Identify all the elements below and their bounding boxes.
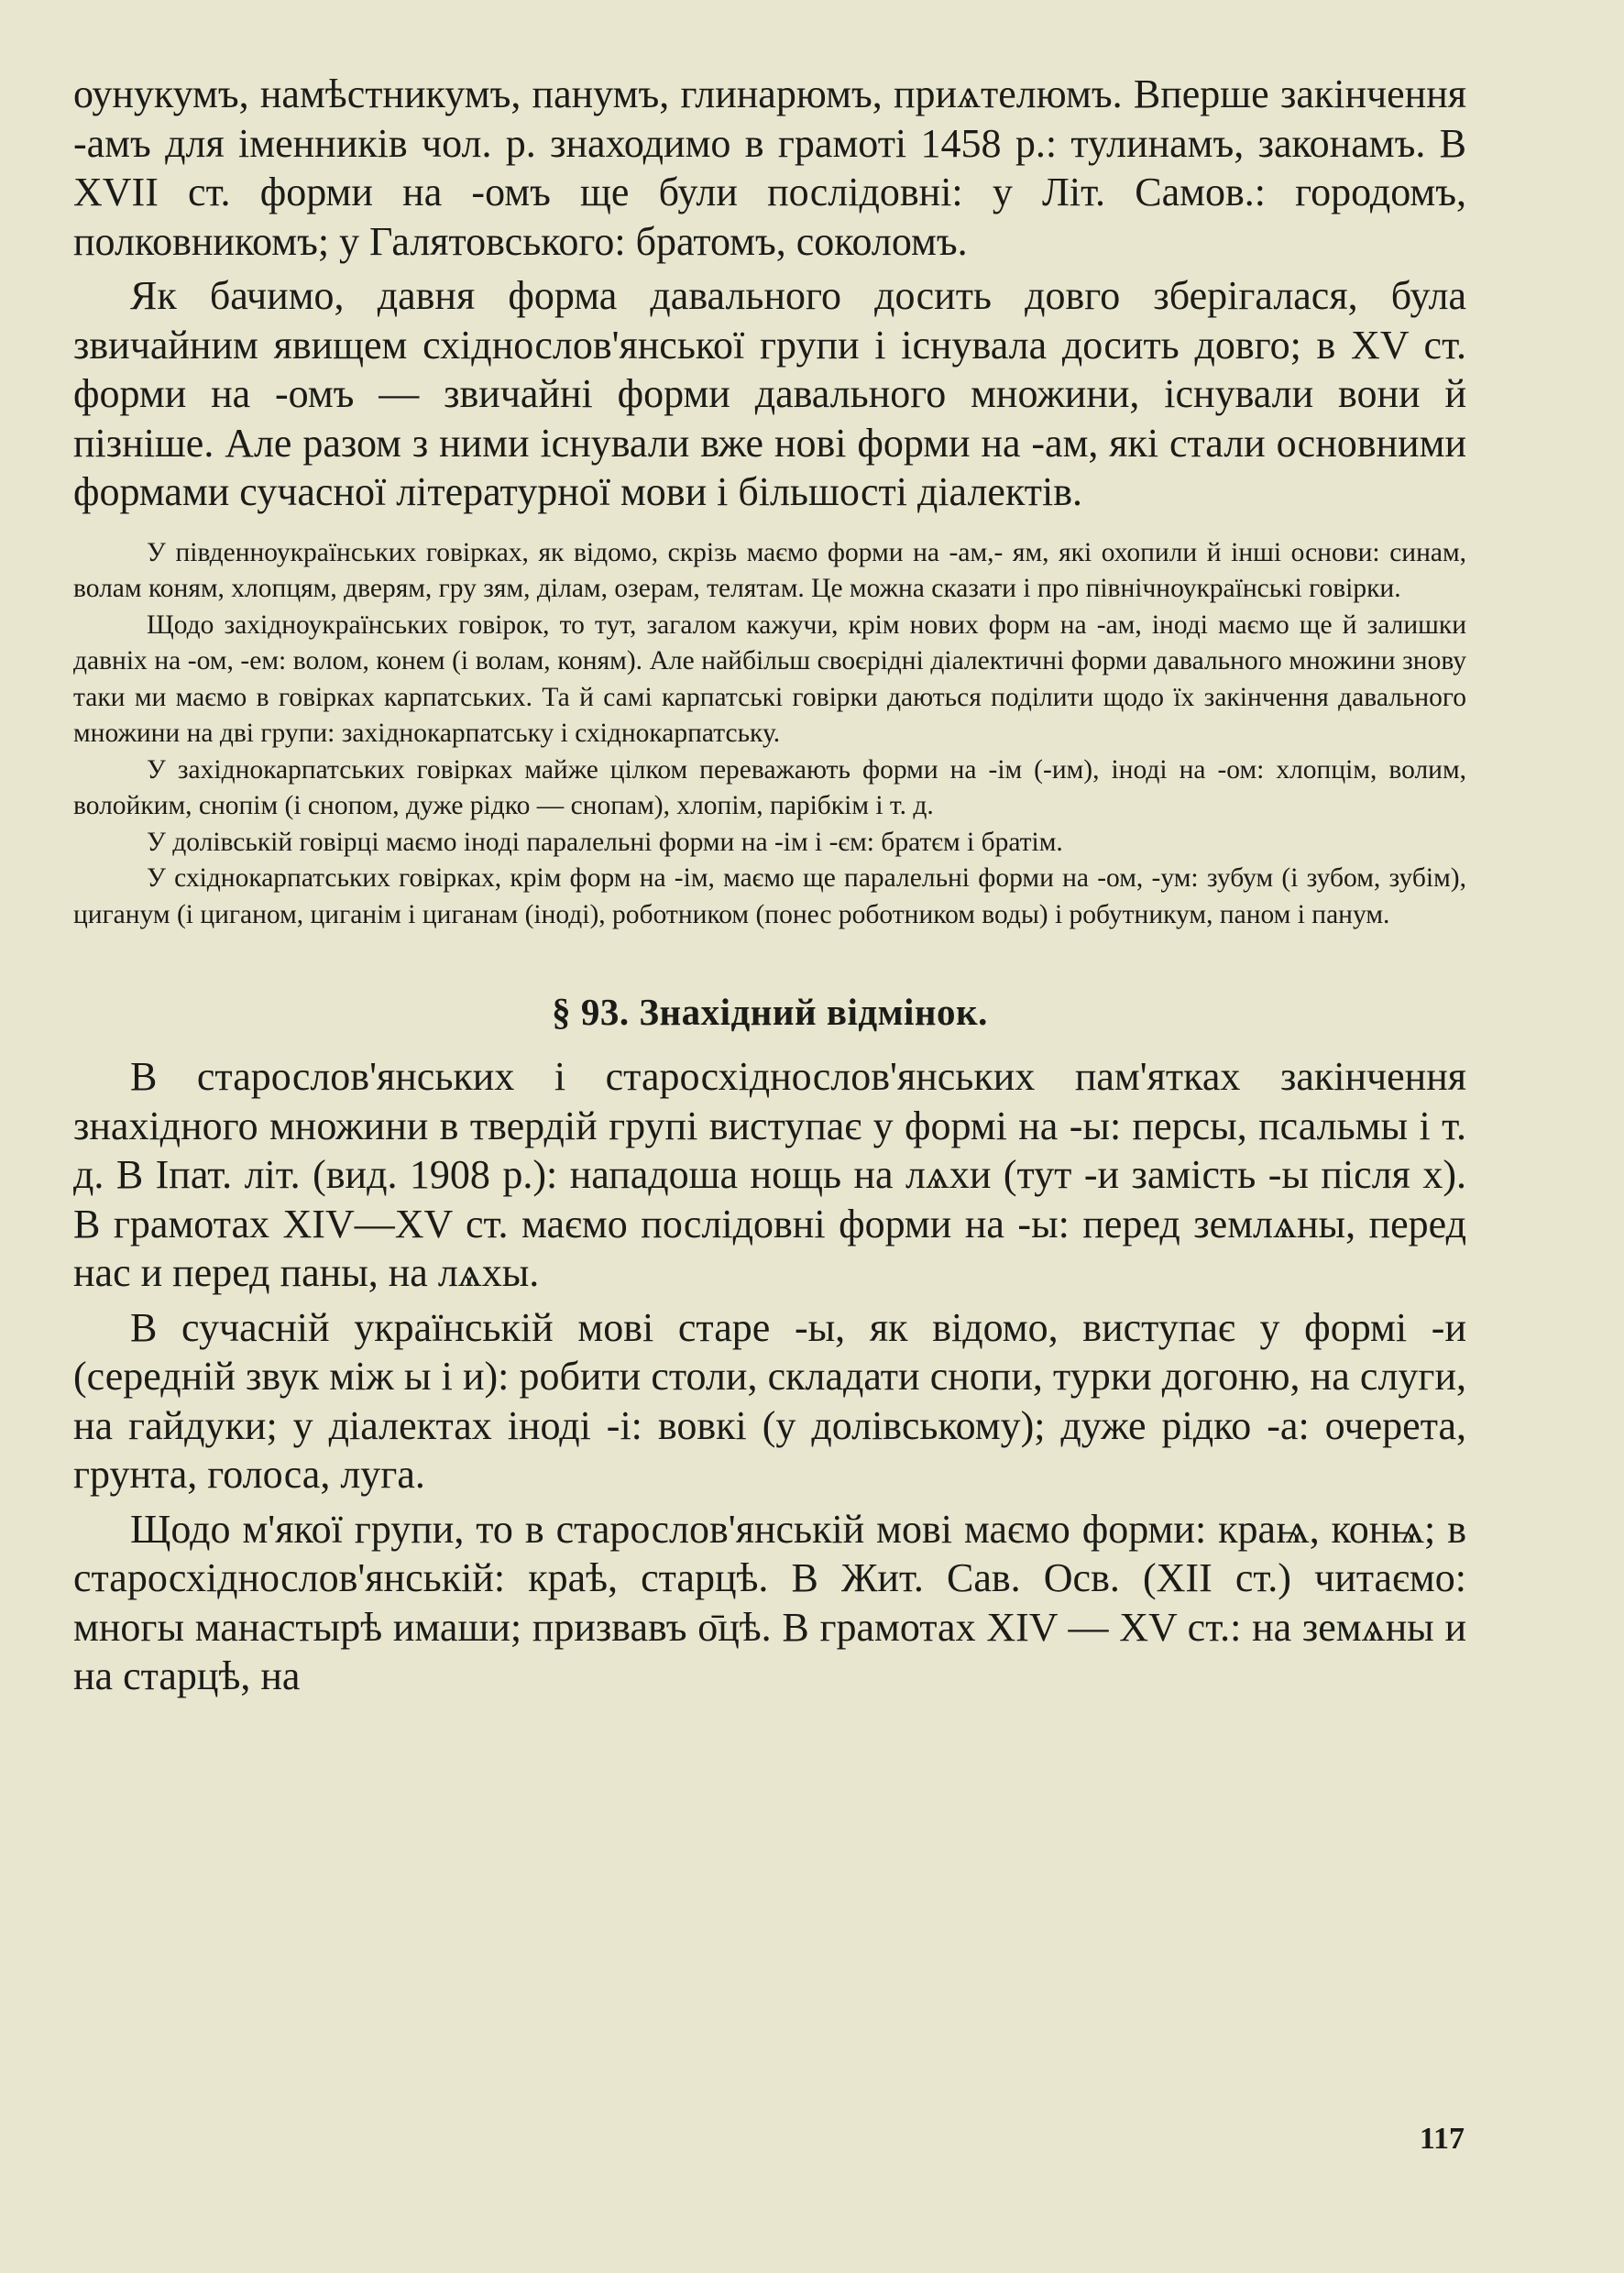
small-print-notes — [73, 535, 1466, 934]
note-paragraph: Щодо західноукраїнських говірок, то тут, загалом кажучи, крім нових форм на -ам, іноді маємо ще й залишки давніх на -ом, -ем: волом, конем (і волам, коням). Але найбільш своєрідні діалектичні форми давального множини знову таки ми маємо в говірках карпатських. Та й самі карпатські говірки даються поділити щодо їх закінчення давального множини на дві групи: західнокарпатську і східнокарпатську. — [73, 609, 1466, 748]
note-paragraph: У долівській говірці маємо іноді паралельні форми на -ім і -єм: братєм і братім. — [147, 827, 1063, 857]
body-text-bottom — [73, 1052, 1466, 1701]
note-paragraph: У східнокарпатських говірках, крім форм на -ім, маємо ще паралельні форми на -ом, -ум: зубум (і зубом, зубім), циганум (і циганом, циганім і циганам (іноді), роботником (понес роботником воды) і робутникум, паном і панум. — [73, 863, 1466, 929]
body-text-top — [73, 70, 1466, 517]
page-number: 117 — [1419, 2122, 1465, 2156]
paragraph: оунукумъ, намѣстникумъ, панумъ, глинарюмъ, приѧтелюмъ. Вперше закінчення -амъ для іменників чол. р. знаходимо в грамоті 1458 р.: тулинамъ, законамъ. В XVII ст. форми на -омъ ще були послідовні: у Літ. Самов.: городомъ, полковникомъ; у Галятовського: братомъ, соколомъ. — [73, 71, 1466, 264]
paragraph: Як бачимо, давня форма давального досить довго зберігалася, була звичайним явищем східнослов'янської групи і існувала досить довго; в XV ст. форми на -омъ — звичайні форми давального множини, існували вони й пізніше. Але разом з ними існували вже нові форми на -ам, які стали основними формами сучасної літературної мови і більшості діалектів. — [73, 273, 1466, 514]
paragraph: В сучасній українській мові старе -ы, як відомо, виступає у формі -и (середній звук між ы і и): робити столи, складати снопи, турки догоню, на слуги, на гайдуки; у діалектах іноді -і: вовкі (у долівському); дуже рідко -а: очерета, грунта, голоса, луга. — [73, 1304, 1466, 1497]
section-heading: § 93. Знахідний відмінок. — [552, 991, 988, 1033]
paragraph: В старослов'янських і старосхіднослов'янських пам'ятках закінчення знахідного множини в твердій групі виступає у формі на -ы: персы, псальмы і т. д. В Іпат. літ. (вид. 1908 р.): нападоша нощь на лѧхи (тут -и замість -ы після х). В грамотах XIV—XV ст. маємо послідовні форми на -ы: перед землѧны, перед нас и перед паны, на лѧхы. — [73, 1054, 1466, 1295]
paragraph: Щодо м'якої групи, то в старослов'янській мові маємо форми: краѩ, конѩ; в старосхіднослов'янській: краѣ, старцѣ. В Жит. Сав. Осв. (XII ст.) читаємо: многы манастырѣ имаши; призвавъ о̄цѣ. В грамотах XIV — XV ст.: на земѧны и на старцѣ, на — [73, 1506, 1466, 1698]
note-paragraph: У південноукраїнських говірках, як відомо, скрізь маємо форми на -ам,- ям, які охопили й інші основи: синам, волам коням, хлопцям, дверям, гру зям, ділам, озерам, телятам. Це можна сказати і про північноукраїнські говірки. — [73, 537, 1466, 603]
book-page — [73, 70, 1466, 1701]
note-paragraph: У західнокарпатських говірках майже цілком переважають форми на -ім (-им), іноді на -ом: хлопцім, волим, волойким, снопім (і снопом, дуже рідко — снопам), хлопім, парібкім і т. д. — [73, 754, 1466, 820]
